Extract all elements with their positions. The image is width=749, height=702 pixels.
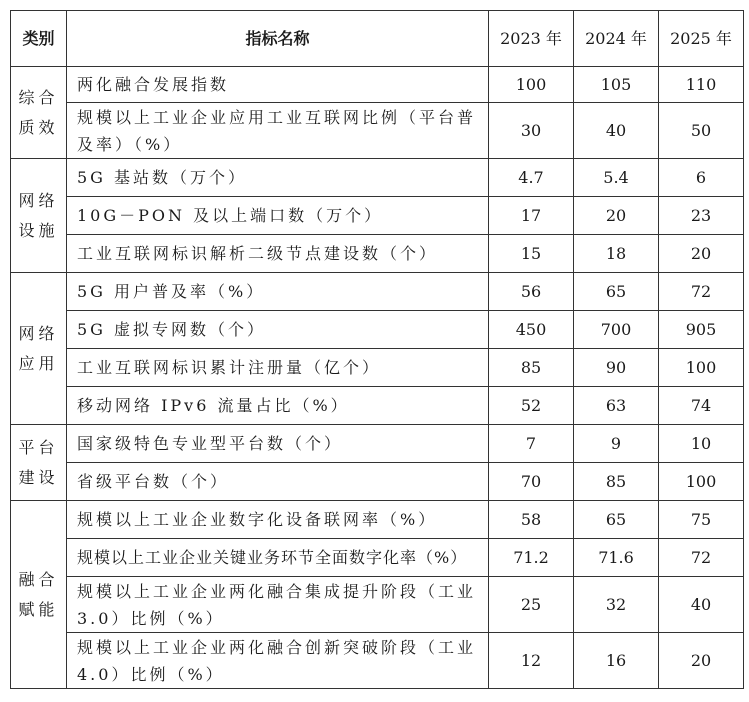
category-cell: 网络应用 [11, 273, 67, 425]
indicator-cell: 5G 虚拟专网数（个） [67, 311, 489, 349]
value-2024: 700 [574, 311, 659, 349]
value-2024: 71.6 [574, 539, 659, 577]
indicator-table [10, 10, 744, 689]
value-2024: 32 [574, 577, 659, 633]
value-2025: 20 [659, 235, 744, 273]
table-row [11, 501, 744, 539]
indicator-cell: 10G－PON 及以上端口数（万个） [67, 197, 489, 235]
value-2023: 17 [489, 197, 574, 235]
indicator-cell: 规模以上工业企业两化融合集成提升阶段（工业 3.0）比例（%） [67, 577, 489, 633]
value-2025: 6 [659, 159, 744, 197]
value-2023: 52 [489, 387, 574, 425]
table-row [11, 273, 744, 311]
value-2025: 50 [659, 103, 744, 159]
value-2023: 100 [489, 67, 574, 103]
value-2023: 58 [489, 501, 574, 539]
value-2025: 905 [659, 311, 744, 349]
value-2024: 5.4 [574, 159, 659, 197]
header-category: 类别 [11, 11, 67, 67]
value-2023: 85 [489, 349, 574, 387]
value-2025: 100 [659, 463, 744, 501]
value-2024: 90 [574, 349, 659, 387]
table-row [11, 349, 744, 387]
header-2023: 2023 年 [489, 11, 574, 67]
indicator-cell: 移动网络 IPv6 流量占比（%） [67, 387, 489, 425]
indicator-cell: 规模以上工业企业关键业务环节全面数字化率（%） [67, 539, 489, 577]
indicator-cell: 5G 用户普及率（%） [67, 273, 489, 311]
value-2023: 70 [489, 463, 574, 501]
value-2025: 75 [659, 501, 744, 539]
table-row [11, 387, 744, 425]
table-row [11, 235, 744, 273]
value-2024: 20 [574, 197, 659, 235]
value-2023: 7 [489, 425, 574, 463]
category-cell: 网络设施 [11, 159, 67, 273]
value-2025: 74 [659, 387, 744, 425]
indicator-cell: 规模以上工业企业应用工业互联网比例（平台普及率）（%） [67, 103, 489, 159]
table-row [11, 103, 744, 159]
value-2023: 71.2 [489, 539, 574, 577]
value-2024: 105 [574, 67, 659, 103]
value-2024: 40 [574, 103, 659, 159]
value-2025: 10 [659, 425, 744, 463]
value-2024: 85 [574, 463, 659, 501]
value-2023: 4.7 [489, 159, 574, 197]
value-2023: 15 [489, 235, 574, 273]
category-cell: 平台建设 [11, 425, 67, 501]
value-2025: 72 [659, 273, 744, 311]
value-2025: 100 [659, 349, 744, 387]
value-2023: 25 [489, 577, 574, 633]
table-row [11, 311, 744, 349]
indicator-cell: 规模以上工业企业两化融合创新突破阶段（工业 4.0）比例（%） [67, 633, 489, 689]
indicator-cell: 工业互联网标识解析二级节点建设数（个） [67, 235, 489, 273]
value-2025: 72 [659, 539, 744, 577]
indicator-cell: 省级平台数（个） [67, 463, 489, 501]
indicator-cell: 国家级特色专业型平台数（个） [67, 425, 489, 463]
value-2025: 20 [659, 633, 744, 689]
value-2025: 110 [659, 67, 744, 103]
value-2024: 65 [574, 501, 659, 539]
table-row [11, 577, 744, 633]
header-indicator: 指标名称 [67, 11, 489, 67]
table-row [11, 633, 744, 689]
category-cell: 融合赋能 [11, 501, 67, 689]
value-2023: 56 [489, 273, 574, 311]
table-row [11, 159, 744, 197]
value-2024: 9 [574, 425, 659, 463]
value-2023: 12 [489, 633, 574, 689]
header-2025: 2025 年 [659, 11, 744, 67]
value-2024: 65 [574, 273, 659, 311]
indicator-cell: 两化融合发展指数 [67, 67, 489, 103]
header-2024: 2024 年 [574, 11, 659, 67]
header-row [11, 11, 744, 67]
table-row [11, 539, 744, 577]
table-row [11, 67, 744, 103]
indicator-cell: 5G 基站数（万个） [67, 159, 489, 197]
indicator-cell: 工业互联网标识累计注册量（亿个） [67, 349, 489, 387]
value-2023: 30 [489, 103, 574, 159]
value-2024: 63 [574, 387, 659, 425]
value-2023: 450 [489, 311, 574, 349]
value-2025: 40 [659, 577, 744, 633]
indicator-cell: 规模以上工业企业数字化设备联网率（%） [67, 501, 489, 539]
table-row [11, 463, 744, 501]
value-2025: 23 [659, 197, 744, 235]
table-row [11, 425, 744, 463]
value-2024: 16 [574, 633, 659, 689]
value-2024: 18 [574, 235, 659, 273]
table-row [11, 197, 744, 235]
category-cell: 综合质效 [11, 67, 67, 159]
